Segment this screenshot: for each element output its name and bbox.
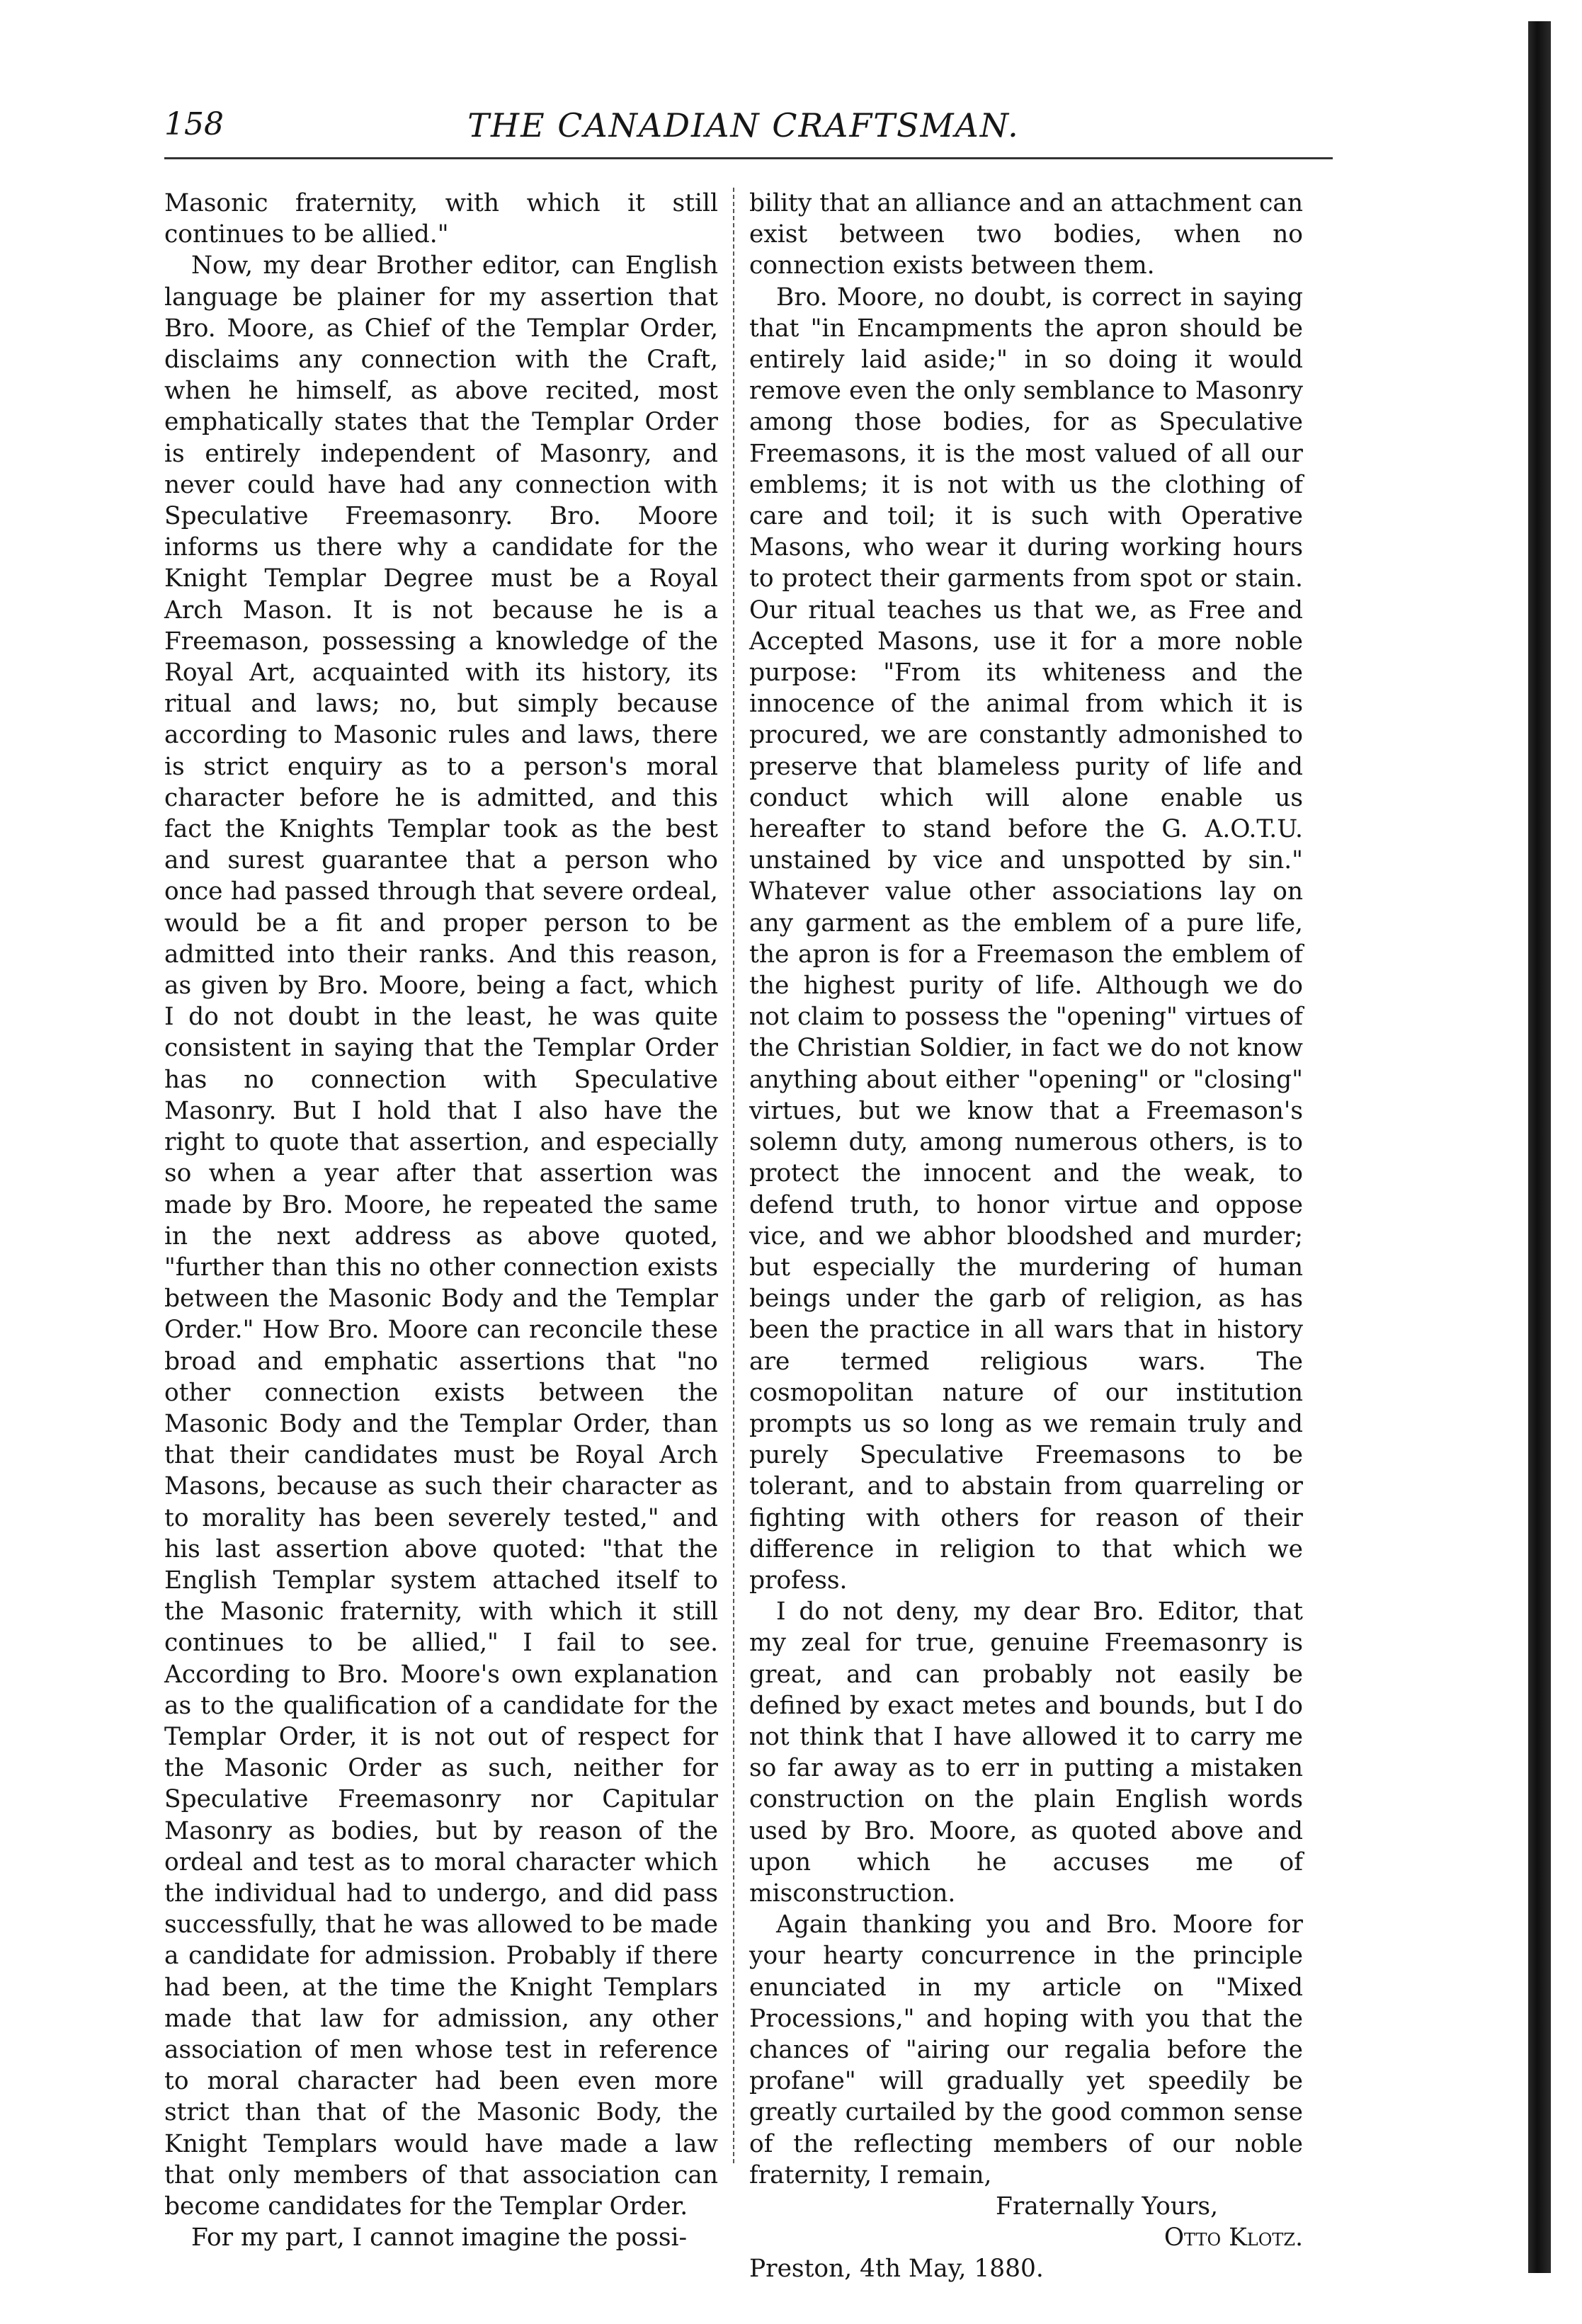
paragraph: Masonic fraternity, with which it still continues to be allied." bbox=[164, 189, 718, 249]
header-rule bbox=[164, 157, 1333, 159]
paragraph: Now, my dear Brother editor, can English language be plainer for my assertion that Bro. Moore, as Chief of the Templar Order, disclaims any connection with the Craft, when he himself, as above recited, most emphatically states that the Templar Order is entirely independent of Masonry, and never could have had any connection with Speculative Freemasonry. Bro. Moore informs us there why a candidate for the Knight Templar Degree must be a Royal Arch Mason. It is not because he is a Freemason, possessing a knowledge of the Royal Art, acquainted with its history, its ritual and laws; no, but simply because according to Masonic rules and laws, there is strict enquiry as to a person's moral character before he is admitted, and this fact the Knights Templar took as the best and surest guarantee that a person who once had passed through that severe ordeal, would be a fit and proper person to be admitted into their ranks. And this reason, as given by Bro. Moore, being a fact, which I do not doubt in the least, he was quite consistent in saying that the Templar Order has no connection with Speculative Masonry. But I hold that I also have the right to quote that assertion, and especially so when a year after that assertion was made by Bro. Moore, he repeated the same in the next address as above quoted, "further than this no other connection exists between the Masonic Body and the Templar Order." How Bro. Moore can reconcile these broad and emphatic assertions that "no other connection exists between the Masonic Body and the Templar Order, than that their candidates must be Royal Arch Masons, because as such their character as to morality has been severely tested," and his last assertion above quoted: "that the English Templar system attached itself to the Masonic fraternity, with which it still continues to be allied," I fail to see. According to Bro. Moore's own explanation as to the qualification of a candidate for the Templar Order, it is not out of respect for the Masonic Order as such, neither for Speculative Freemasonry nor Capitular Masonry as bodies, but by reason of the ordeal and test as to moral character which the individual had to undergo, and did pass successfully, that he was allowed to be made a candidate for admission. Probably if there had been, at the time the Knight Templars made that law for admission, any other association of men whose test in reference to moral character had been even more strict than that of the Masonic Body, the Knight Templars would have made a law that only members of that association can become candidates for the Templar Order. bbox=[164, 251, 718, 2221]
salutation: Fraternally Yours, bbox=[995, 2192, 1218, 2221]
column-divider bbox=[733, 188, 734, 2163]
book-spine-edge bbox=[1528, 21, 1551, 2273]
running-title: THE CANADIAN CRAFTSMAN. bbox=[467, 106, 1020, 144]
paragraph: Again thanking you and Bro. Moore for your hearty concurrence in the principle enunciated in my article on "Mixed Processions," and hoping with you that the chances of "airing our regalia before the profane" will gradually yet speedily be greatly curtailed by the good common sense of the reflecting members of our noble fraternity, I remain, bbox=[749, 1910, 1303, 2189]
dateline: Preston, 4th May, 1880. bbox=[749, 2255, 1044, 2284]
paragraph: I do not deny, my dear Bro. Editor, that my zeal for true, genuine Freemasonry is great, and can probably not easily be defined by exact metes and bounds, but I do not think that I have allowed it to carry me so far away as to err in putting a mistaken construction on the plain English words used by Bro. Moore, as quoted above and upon which he accuses me of misconstruction. bbox=[749, 1597, 1303, 1908]
paragraph: Bro. Moore, no doubt, is correct in saying that "in Encampments the apron should be entirely laid aside;" in so doing it would remove even the only semblance to Masonry among those bodies, for as Speculative Freemasons, it is the most valued of all our emblems; it is not with us the clothing of care and toil; it is such with Operative Masons, who wear it during working hours to protect their garments from spot or stain. Our ritual teaches us that we, as Free and Accepted Masons, use it for a more noble purpose: "From its whiteness and the innocence of the animal from which it is procured, we are constantly admonished to preserve that blameless purity of life and conduct which will alone enable us hereafter to stand before the G. A.O.T.U. unstained by vice and unspotted by sin." Whatever value other associations lay on any garment as the emblem of a pure life, the apron is for a Freemason the emblem of the highest purity of life. Although we do not claim to possess the "opening" virtues of the Christian Soldier, in fact we do not know anything about either "opening" or "closing" virtues, but we know that a Freemason's solemn duty, among numerous others, is to protect the innocent and the weak, to defend truth, to honor virtue and oppose vice, and we abhor bloodshed and murder; but especially the murdering of human beings under the garb of religion, as has been the practice in all wars that in history are termed religious wars. The cosmopolitan nature of our institution prompts us so long as we remain truly and purely Speculative Freemasons to be tolerant, and to abstain from quarreling or fighting with others for reason of their difference in religion to that which we profess. bbox=[749, 283, 1303, 1595]
page-header bbox=[0, 106, 1487, 163]
page-number: 158 bbox=[164, 106, 224, 142]
paragraph: For my part, I cannot imagine the possi- bbox=[191, 2223, 688, 2252]
left-column bbox=[164, 188, 718, 2253]
paragraph: bility that an alliance and an attachment can exist between two bodies, when no connection exists between them. bbox=[749, 189, 1303, 280]
right-column bbox=[749, 188, 1303, 2285]
signature: Otto Klotz. bbox=[1163, 2223, 1303, 2252]
